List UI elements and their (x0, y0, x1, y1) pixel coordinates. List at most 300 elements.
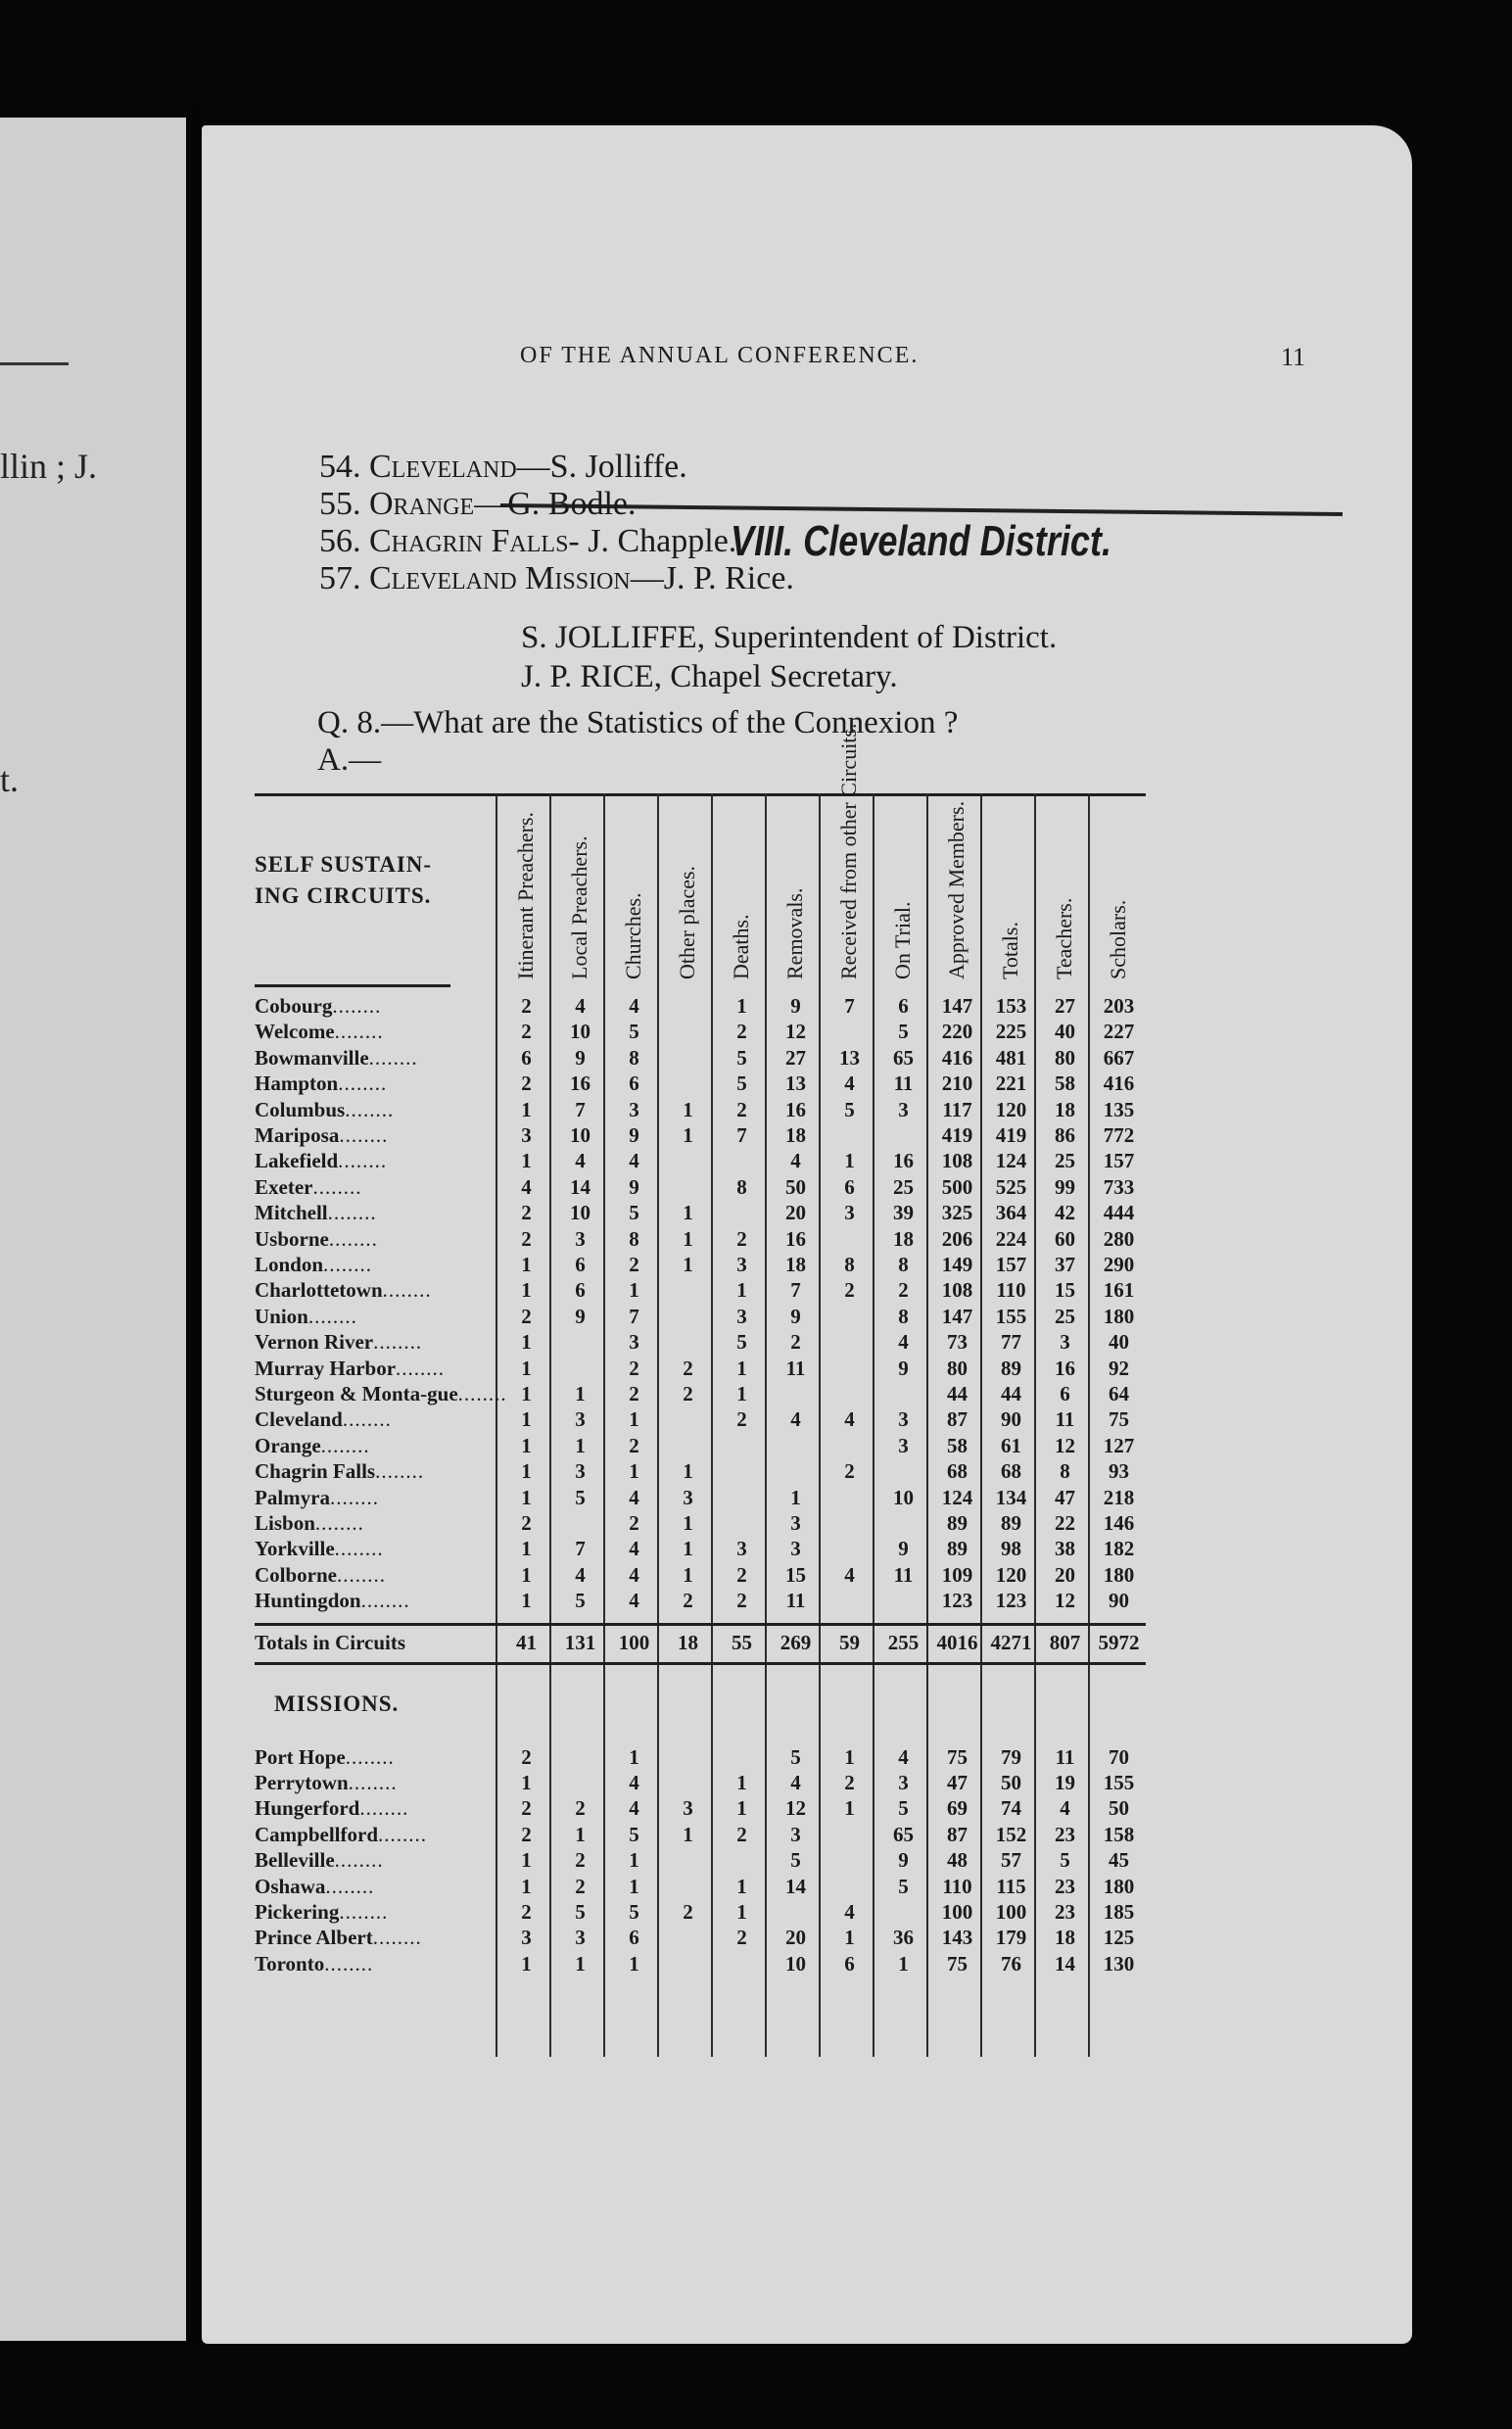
table-cell: 3 (736, 1304, 747, 1328)
table-cell: 206 (941, 1226, 973, 1251)
table-cell: 1 (521, 1278, 532, 1303)
table-cell: 1 (736, 1900, 747, 1924)
table-cell: 4 (1060, 1796, 1070, 1821)
table-cell: 7 (844, 994, 855, 1018)
table-cell: 3 (790, 1822, 801, 1846)
table-cell: 5 (898, 1020, 909, 1044)
page-number: 11 (1281, 343, 1306, 371)
table-cell: 5 (898, 1796, 909, 1821)
table-cell: 16 (785, 1226, 806, 1251)
table-cell: 1 (683, 1123, 693, 1147)
totals-cell: 255 (887, 1630, 920, 1654)
table-cell: 224 (995, 1226, 1027, 1251)
table-cell: 4 (790, 1407, 801, 1432)
mission-row-label: Hungerford........ (255, 1796, 409, 1821)
totals-top-rule (255, 1623, 1146, 1626)
table-cell: 4 (521, 1174, 532, 1199)
table-cell: 5 (844, 1097, 855, 1121)
table-cell: 3 (844, 1201, 855, 1225)
totals-bottom-rule (255, 1662, 1146, 1665)
table-row-label: Cobourg........ (255, 994, 382, 1018)
table-row-label: Yorkville........ (255, 1537, 384, 1561)
table-cell: 2 (790, 1330, 801, 1355)
table-cell: 9 (575, 1045, 586, 1070)
table-cell: 5 (629, 1900, 639, 1924)
table-cell: 4 (629, 1589, 639, 1613)
table-cell: 10 (570, 1201, 591, 1225)
totals-cell: 4271 (990, 1630, 1032, 1654)
table-cell: 6 (898, 994, 909, 1018)
section-title: ING CIRCUITS. (255, 883, 432, 908)
table-cell: 2 (521, 1796, 532, 1821)
table-cell: 4 (629, 1796, 639, 1821)
mission-row-label: Oshawa........ (255, 1874, 375, 1898)
table-cell: 3 (790, 1537, 801, 1561)
table-cell: 50 (785, 1174, 806, 1199)
table-cell: 86 (1055, 1123, 1075, 1147)
table-cell: 667 (1103, 1045, 1135, 1070)
table-cell: 2 (736, 1226, 747, 1251)
table-cell: 1 (629, 1951, 639, 1976)
table-cell: 1 (575, 1433, 586, 1457)
table-cell: 2 (521, 1822, 532, 1846)
table-cell: 2 (521, 1511, 532, 1535)
table-cell: 2 (629, 1433, 639, 1457)
table-cell: 4 (790, 1771, 801, 1794)
table-cell: 3 (898, 1407, 909, 1432)
superintendent-line: S. JOLLIFFE, Superintendent of District. (521, 620, 1058, 655)
table-cell: 75 (947, 1744, 968, 1769)
table-row-label: Union........ (255, 1304, 357, 1328)
table-cell: 3 (629, 1330, 639, 1355)
table-cell: 14 (785, 1874, 806, 1898)
table-cell: 120 (995, 1562, 1027, 1587)
table-cell: 149 (941, 1253, 973, 1276)
table-cell: 180 (1103, 1304, 1135, 1328)
table-cell: 8 (736, 1174, 747, 1199)
table-cell: 2 (683, 1900, 693, 1924)
table-cell: 2 (521, 1226, 532, 1251)
table-cell: 1 (736, 1796, 747, 1821)
table-cell: 64 (1109, 1382, 1129, 1405)
totals-label: Totals in Circuits (255, 1630, 406, 1654)
table-cell: 5 (575, 1900, 586, 1924)
table-cell: 48 (947, 1848, 968, 1873)
table-cell: 2 (683, 1382, 693, 1405)
table-cell: 4 (844, 1072, 855, 1096)
table-cell: 290 (1103, 1253, 1135, 1276)
table-cell: 1 (521, 1149, 532, 1173)
table-cell: 5 (736, 1330, 747, 1355)
table-cell: 155 (1103, 1771, 1135, 1794)
table-row-label: Huntingdon........ (255, 1589, 410, 1613)
table-cell: 2 (521, 1020, 532, 1044)
column-header: Removals. (782, 887, 807, 979)
table-cell: 1 (521, 1537, 532, 1561)
table-cell: 1 (629, 1459, 639, 1484)
table-cell: 1 (683, 1537, 693, 1561)
table-cell: 80 (947, 1356, 968, 1380)
table-cell: 1 (575, 1822, 586, 1846)
table-cell: 733 (1103, 1174, 1135, 1199)
left-page-fragment (0, 118, 186, 2341)
table-row-label: Vernon River........ (255, 1330, 423, 1355)
table-cell: 6 (575, 1278, 586, 1303)
table-cell: 1 (521, 1771, 532, 1794)
table-cell: 20 (1055, 1562, 1075, 1587)
chapel-secretary-line: J. P. RICE, Chapel Secretary. (521, 659, 898, 694)
table-cell: 44 (1001, 1382, 1021, 1405)
table-row-label: Sturgeon & Monta-gue........ (255, 1382, 507, 1405)
table-cell: 87 (947, 1407, 968, 1432)
totals-cell: 269 (780, 1630, 812, 1654)
table-cell: 6 (575, 1253, 586, 1276)
table-cell: 1 (521, 1848, 532, 1873)
table-cell: 1 (521, 1874, 532, 1898)
totals-cell: 5972 (1098, 1630, 1140, 1654)
table-row-label: Palmyra........ (255, 1485, 379, 1509)
table-cell: 14 (1055, 1951, 1075, 1976)
district-title: VIII. Cleveland District. (731, 517, 1111, 565)
table-cell: 147 (941, 1304, 973, 1328)
table-cell: 147 (941, 994, 973, 1018)
table-cell: 7 (575, 1097, 586, 1121)
table-cell: 9 (898, 1356, 909, 1380)
table-cell: 16 (1055, 1356, 1075, 1380)
table-cell: 45 (1109, 1848, 1129, 1873)
table-cell: 5 (629, 1201, 639, 1225)
table-cell: 500 (941, 1174, 973, 1199)
table-cell: 1 (736, 994, 747, 1018)
table-cell: 68 (1001, 1459, 1021, 1484)
table-cell: 4 (575, 1562, 586, 1587)
table-cell: 2 (521, 1304, 532, 1328)
table-cell: 100 (941, 1900, 973, 1924)
table-cell: 444 (1103, 1201, 1135, 1225)
table-cell: 9 (629, 1174, 639, 1199)
table-cell: 10 (785, 1951, 806, 1976)
circuit-entry: 54. Cleveland—S. Jolliffe. (319, 449, 687, 485)
totals-cell: 4016 (936, 1630, 978, 1654)
table-cell: 3 (575, 1926, 586, 1950)
table-cell: 3 (521, 1926, 532, 1950)
table-cell: 7 (736, 1123, 747, 1147)
table-cell: 5 (629, 1822, 639, 1846)
table-cell: 1 (683, 1459, 693, 1484)
table-cell: 10 (570, 1123, 591, 1147)
table-cell: 11 (1055, 1407, 1075, 1432)
table-cell: 44 (947, 1382, 968, 1405)
table-cell: 68 (947, 1459, 968, 1484)
table-cell: 1 (683, 1511, 693, 1535)
table-cell: 110 (996, 1278, 1026, 1303)
table-cell: 2 (575, 1796, 586, 1821)
table-cell: 1 (521, 1356, 532, 1380)
table-cell: 123 (941, 1589, 973, 1613)
table-cell: 2 (736, 1822, 747, 1846)
table-cell: 364 (995, 1201, 1027, 1225)
table-cell: 16 (785, 1097, 806, 1121)
table-cell: 57 (1001, 1848, 1021, 1873)
table-cell: 8 (844, 1253, 855, 1276)
table-cell: 42 (1055, 1201, 1075, 1225)
table-cell: 179 (995, 1926, 1027, 1950)
table-cell: 7 (790, 1278, 801, 1303)
table-cell: 419 (941, 1123, 973, 1147)
table-cell: 18 (785, 1253, 806, 1276)
table-cell: 9 (629, 1123, 639, 1147)
column-header: On Trial. (890, 901, 915, 979)
table-cell: 10 (893, 1485, 914, 1509)
table-cell: 2 (575, 1848, 586, 1873)
table-row-label: Colborne........ (255, 1562, 386, 1587)
table-cell: 8 (629, 1226, 639, 1251)
table-cell: 5 (575, 1589, 586, 1613)
table-cell: 225 (995, 1020, 1027, 1044)
table-cell: 2 (521, 1072, 532, 1096)
table-cell: 4 (629, 1149, 639, 1173)
table-cell: 3 (575, 1226, 586, 1251)
missions-label: MISSIONS. (274, 1691, 400, 1716)
table-cell: 2 (629, 1382, 639, 1405)
table-cell: 1 (683, 1097, 693, 1121)
table-cell: 4 (575, 1149, 586, 1173)
table-cell: 5 (898, 1874, 909, 1898)
table-cell: 130 (1103, 1951, 1135, 1976)
table-cell: 9 (790, 1304, 801, 1328)
table-cell: 127 (1103, 1433, 1135, 1457)
page-gutter (186, 98, 202, 2351)
table-cell: 23 (1055, 1900, 1075, 1924)
table-cell: 218 (1103, 1485, 1135, 1509)
table-cell: 60 (1055, 1226, 1075, 1251)
table-row-label: Mitchell........ (255, 1201, 377, 1225)
table-cell: 182 (1103, 1537, 1135, 1561)
header-rule (255, 984, 450, 987)
table-cell: 9 (575, 1304, 586, 1328)
table-cell: 47 (1055, 1485, 1075, 1509)
table-cell: 7 (629, 1304, 639, 1328)
table-cell: 2 (844, 1459, 855, 1484)
table-cell: 18 (1055, 1926, 1075, 1950)
table-cell: 87 (947, 1822, 968, 1846)
table-cell: 8 (629, 1045, 639, 1070)
table-cell: 2 (898, 1278, 909, 1303)
table-cell: 14 (570, 1174, 591, 1199)
column-header: Scholars. (1106, 899, 1130, 979)
table-cell: 89 (1001, 1356, 1021, 1380)
table-cell: 2 (683, 1589, 693, 1613)
column-header: Deaths. (729, 914, 753, 979)
table-cell: 15 (1055, 1278, 1075, 1303)
table-cell: 1 (629, 1874, 639, 1898)
table-cell: 2 (736, 1407, 747, 1432)
table-cell: 1 (683, 1253, 693, 1276)
table-cell: 117 (942, 1097, 972, 1121)
table-cell: 1 (629, 1848, 639, 1873)
table-cell: 1 (844, 1149, 855, 1173)
table-cell: 89 (1001, 1511, 1021, 1535)
table-cell: 4 (790, 1149, 801, 1173)
table-row-label: Columbus........ (255, 1097, 395, 1121)
table-cell: 20 (785, 1201, 806, 1225)
table-cell: 6 (844, 1174, 855, 1199)
table-cell: 203 (1103, 994, 1135, 1018)
table-cell: 1 (629, 1278, 639, 1303)
table-cell: 1 (683, 1562, 693, 1587)
table-cell: 9 (898, 1848, 909, 1873)
mission-row-label: Belleville........ (255, 1848, 384, 1873)
table-cell: 40 (1055, 1020, 1075, 1044)
table-row-label: Exeter........ (255, 1174, 362, 1199)
table-cell: 25 (1055, 1304, 1075, 1328)
table-cell: 4 (844, 1562, 855, 1587)
table-cell: 1 (575, 1382, 586, 1405)
circuit-entry: 55. Orange—G. Bodle. (319, 486, 637, 522)
table-cell: 73 (947, 1330, 968, 1355)
table-cell: 22 (1055, 1511, 1075, 1535)
table-cell: 4 (629, 1537, 639, 1561)
table-cell: 12 (785, 1796, 806, 1821)
totals-cell: 18 (678, 1630, 698, 1654)
table-cell: 27 (1055, 994, 1075, 1018)
table-cell: 2 (521, 1744, 532, 1769)
mission-row-label: Perrytown........ (255, 1771, 398, 1794)
table-cell: 25 (893, 1174, 914, 1199)
table-cell: 37 (1055, 1253, 1075, 1276)
table-cell: 6 (629, 1926, 639, 1950)
table-cell: 38 (1055, 1537, 1075, 1561)
table-cell: 10 (570, 1020, 591, 1044)
table-cell: 124 (995, 1149, 1027, 1173)
table-cell: 1 (521, 1485, 532, 1509)
totals-cell: 100 (618, 1630, 650, 1654)
table-cell: 3 (898, 1433, 909, 1457)
table-cell: 47 (947, 1771, 968, 1794)
table-cell: 3 (736, 1253, 747, 1276)
table-cell: 40 (1109, 1330, 1129, 1355)
table-cell: 416 (1103, 1072, 1135, 1096)
table-cell: 1 (575, 1951, 586, 1976)
table-cell: 180 (1103, 1562, 1135, 1587)
table-cell: 110 (942, 1874, 972, 1898)
table-cell: 2 (521, 1900, 532, 1924)
mission-row-label: Prince Albert........ (255, 1926, 422, 1950)
table-cell: 3 (898, 1097, 909, 1121)
table-cell: 1 (790, 1485, 801, 1509)
table-cell: 1 (736, 1382, 747, 1405)
table-top-rule (255, 793, 1146, 796)
table-cell: 50 (1109, 1796, 1129, 1821)
table-cell: 58 (947, 1433, 968, 1457)
table-cell: 2 (629, 1511, 639, 1535)
table-cell: 1 (521, 1459, 532, 1484)
left-page-text: t. (0, 760, 20, 799)
table-cell: 227 (1103, 1020, 1135, 1044)
table-cell: 108 (941, 1278, 973, 1303)
table-cell: 75 (947, 1951, 968, 1976)
totals-cell: 55 (732, 1630, 752, 1654)
table-row-label: Murray Harbor........ (255, 1356, 446, 1380)
table-cell: 4 (844, 1900, 855, 1924)
table-cell: 4 (629, 1485, 639, 1509)
table-cell: 4 (629, 994, 639, 1018)
table-cell: 1 (683, 1201, 693, 1225)
table-cell: 185 (1103, 1900, 1135, 1924)
table-row-label: Mariposa........ (255, 1123, 389, 1147)
running-head: OF THE ANNUAL CONFERENCE. (520, 343, 920, 368)
table-cell: 11 (893, 1072, 914, 1096)
table-cell: 9 (790, 994, 801, 1018)
table-row-label: Hampton........ (255, 1072, 388, 1096)
table-cell: 152 (995, 1822, 1027, 1846)
table-cell: 89 (947, 1511, 968, 1535)
table-cell: 1 (521, 1407, 532, 1432)
table-cell: 90 (1109, 1589, 1129, 1613)
column-header: Itinerant Preachers. (513, 811, 538, 979)
table-cell: 5 (736, 1072, 747, 1096)
table-cell: 2 (521, 1201, 532, 1225)
table-cell: 65 (893, 1822, 914, 1846)
column-rule (711, 793, 713, 2057)
column-header: Churches. (621, 892, 645, 979)
table-cell: 11 (785, 1356, 806, 1380)
table-row-label: London........ (255, 1253, 373, 1276)
table-cell: 70 (1109, 1744, 1129, 1769)
table-cell: 1 (521, 1097, 532, 1121)
totals-cell: 59 (839, 1630, 860, 1654)
table-cell: 158 (1103, 1822, 1135, 1846)
table-cell: 4 (629, 1562, 639, 1587)
table-cell: 525 (995, 1174, 1027, 1199)
table-cell: 12 (1055, 1433, 1075, 1457)
table-cell: 1 (736, 1771, 747, 1794)
table-cell: 1 (736, 1278, 747, 1303)
table-cell: 143 (941, 1926, 973, 1950)
table-cell: 6 (521, 1045, 532, 1070)
table-cell: 4 (898, 1744, 909, 1769)
table-row-label: Lakefield........ (255, 1149, 388, 1173)
table-cell: 98 (1001, 1537, 1021, 1561)
table-cell: 23 (1055, 1874, 1075, 1898)
column-header: Approved Members. (944, 800, 969, 979)
table-cell: 11 (893, 1562, 914, 1587)
column-header: Teachers. (1052, 897, 1076, 979)
table-cell: 108 (941, 1149, 973, 1173)
table-cell: 3 (521, 1123, 532, 1147)
table-cell: 69 (947, 1796, 968, 1821)
table-cell: 2 (575, 1874, 586, 1898)
table-cell: 18 (893, 1226, 914, 1251)
column-header: Totals. (998, 922, 1022, 979)
table-cell: 210 (941, 1072, 973, 1096)
left-page-rule (0, 362, 69, 365)
table-cell: 2 (629, 1253, 639, 1276)
table-cell: 75 (1109, 1407, 1129, 1432)
table-cell: 2 (736, 1589, 747, 1613)
mission-row-label: Port Hope........ (255, 1744, 395, 1769)
table-cell: 3 (575, 1459, 586, 1484)
table-cell: 157 (995, 1253, 1027, 1276)
table-cell: 2 (736, 1562, 747, 1587)
table-cell: 2 (844, 1278, 855, 1303)
table-cell: 157 (1103, 1149, 1135, 1173)
table-cell: 109 (941, 1562, 973, 1587)
table-cell: 20 (785, 1926, 806, 1950)
table-cell: 1 (629, 1744, 639, 1769)
column-header: Received from other Circuits. (836, 723, 861, 979)
table-cell: 120 (995, 1097, 1027, 1121)
